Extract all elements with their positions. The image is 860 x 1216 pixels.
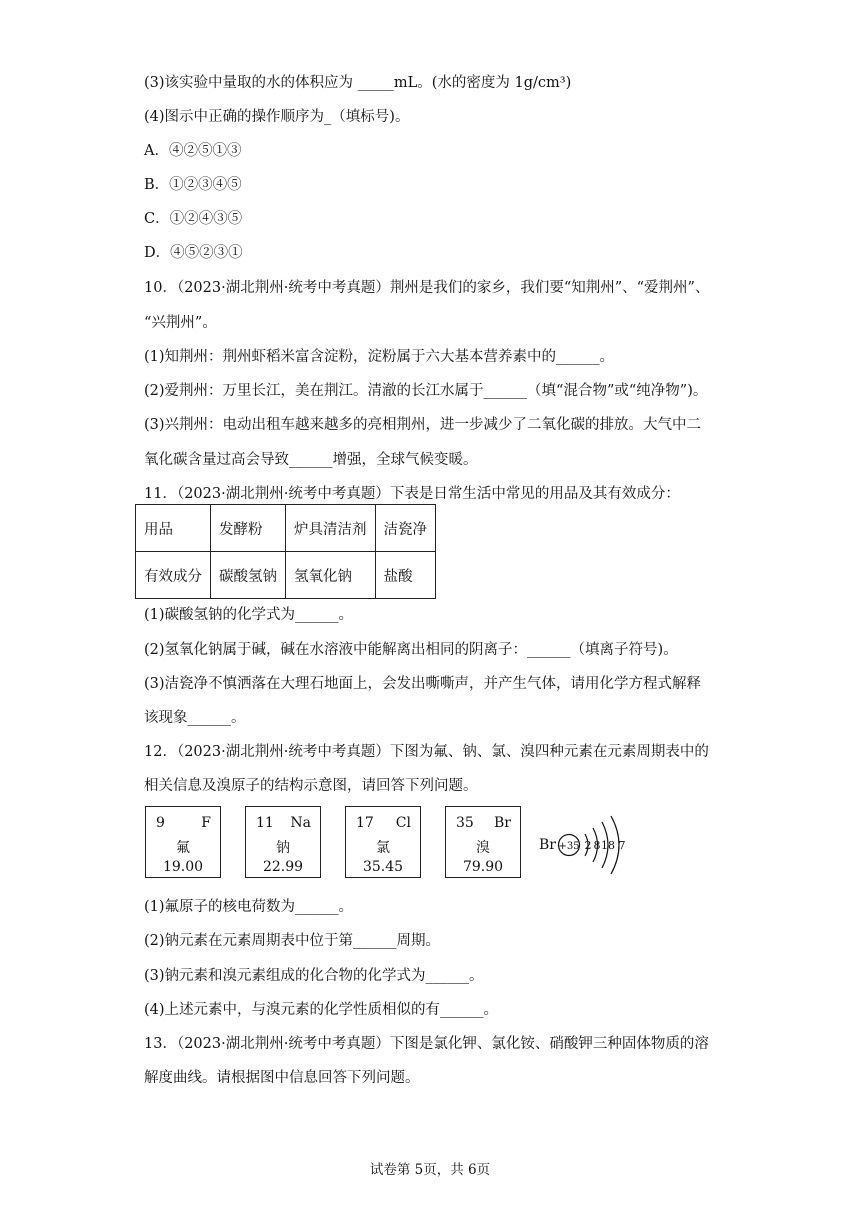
q10-part3-line2: 氧化碳含量过高会导致______增强，全球气候变暖。 [144, 452, 478, 468]
q12-stem-line2: 相关信息及溴原子的结构示意图，请回答下列问题。 [144, 778, 478, 794]
element-name: 氟 [176, 840, 190, 856]
shell-electron-count: 8 [593, 839, 601, 852]
table-cell: 用品 [136, 505, 211, 552]
atomic-number: 11 [256, 815, 274, 831]
nucleus-charge: +35 [558, 841, 580, 852]
element-name: 溴 [476, 840, 490, 856]
shell-electron-count: 7 [618, 839, 626, 852]
atomic-mass: 35.45 [362, 859, 404, 875]
q9-option-b: B．①②③④⑤ [144, 177, 242, 193]
q9-option-d: D．④⑤②③① [144, 245, 243, 261]
element-name: 氯 [376, 840, 390, 856]
element-cell-sodium [245, 806, 321, 878]
shell-electron-count: 18 [601, 839, 615, 852]
element-cell-fluorine [145, 806, 221, 878]
q10-part3-line1: (3)兴荆州：电动出租车越来越多的亮相荆州，进一步减少了二氧化碳的排放。大气中二 [144, 417, 702, 433]
atomic-mass: 79.90 [462, 859, 504, 875]
element-name: 钠 [276, 840, 290, 856]
q12-stem-line1: 12．（2023·湖北荆州·统考中考真题）下图为氟、钠、氯、溴四种元素在元素周期表中的 [144, 744, 709, 760]
element-symbol: F [201, 815, 211, 831]
q11-part1: (1)碳酸氢钠的化学式为______。 [144, 607, 354, 623]
table-cell: 洁瓷净 [375, 505, 436, 552]
q9-part4: (4)图示中正确的操作顺序为_（填标号)。 [144, 109, 410, 125]
atom-symbol: Br [539, 837, 556, 853]
q13-stem-line1: 13．（2023·湖北荆州·统考中考真题）下图是氯化钾、氯化铵、硝酸钾三种固体物质的溶 [144, 1036, 709, 1052]
table-row [136, 552, 436, 599]
bromine-atom-structure-diagram [536, 804, 636, 884]
table-cell: 发酵粉 [211, 505, 286, 552]
atomic-number: 17 [356, 815, 374, 831]
q11-stem: 11．（2023·湖北荆州·统考中考真题）下表是日常生活中常见的用品及其有效成分： [144, 486, 680, 502]
q12-part4: (4)上述元素中，与溴元素的化学性质相似的有______。 [144, 1002, 499, 1018]
element-cell-bromine [445, 806, 521, 878]
q11-part3-line1: (3)洁瓷净不慎洒落在大理石地面上，会发出嘶嘶声，并产生气体，请用化学方程式解释 [144, 676, 702, 692]
element-symbol: Cl [395, 815, 411, 831]
q10-stem-line1: 10．（2023·湖北荆州·统考中考真题）荆州是我们的家乡，我们要“知荆州”、“爱荆州”、 [144, 280, 710, 296]
page-footer: 试卷第 5页，共 6页 [369, 1162, 491, 1178]
atomic-number: 9 [156, 815, 165, 831]
q10-stem-line2: “兴荆州”。 [144, 315, 217, 331]
table-cell: 氢氧化钠 [286, 552, 376, 599]
q9-option-c: C．①②④③⑤ [144, 211, 243, 227]
table-cell: 盐酸 [375, 552, 436, 599]
element-symbol: Br [494, 815, 511, 831]
shell-electron-count: 2 [584, 839, 592, 852]
q11-part2: (2)氢氧化钠属于碱，碱在水溶液中能解离出相同的阴离子：______（填离子符号)。 [144, 642, 678, 658]
q10-part1: (1)知荆州：荆州虾稻米富含淀粉，淀粉属于六大基本营养素中的______。 [144, 349, 615, 365]
q12-part3: (3)钠元素和溴元素组成的化合物的化学式为______。 [144, 968, 484, 984]
q10-part2: (2)爱荆州：万里长江，美在荆江。清澈的长江水属于______（填“混合物”或“纯净物”)。 [144, 383, 708, 399]
atomic-mass: 19.00 [162, 859, 204, 875]
table-cell: 有效成分 [136, 552, 211, 599]
atomic-mass: 22.99 [262, 859, 304, 875]
table-cell: 炉具清洁剂 [286, 505, 376, 552]
q13-stem-line2: 解度曲线。请根据图中信息回答下列问题。 [144, 1070, 420, 1086]
products-table [135, 504, 436, 599]
table-cell: 碳酸氢钠 [211, 552, 286, 599]
atomic-number: 35 [456, 815, 474, 831]
q9-option-a: A．④②⑤①③ [144, 143, 242, 159]
table-row [136, 505, 436, 552]
q12-part1: (1)氟原子的核电荷数为______。 [144, 899, 354, 915]
q12-part2: (2)钠元素在元素周期表中位于第______周期。 [144, 933, 441, 949]
q9-part3: (3)该实验中量取的水的体积应为 _____mL。(水的密度为 1g/cm³) [144, 75, 572, 91]
q11-part3-line2: 该现象______。 [144, 710, 246, 726]
element-cell-chlorine [345, 806, 421, 878]
element-symbol: Na [290, 815, 311, 831]
